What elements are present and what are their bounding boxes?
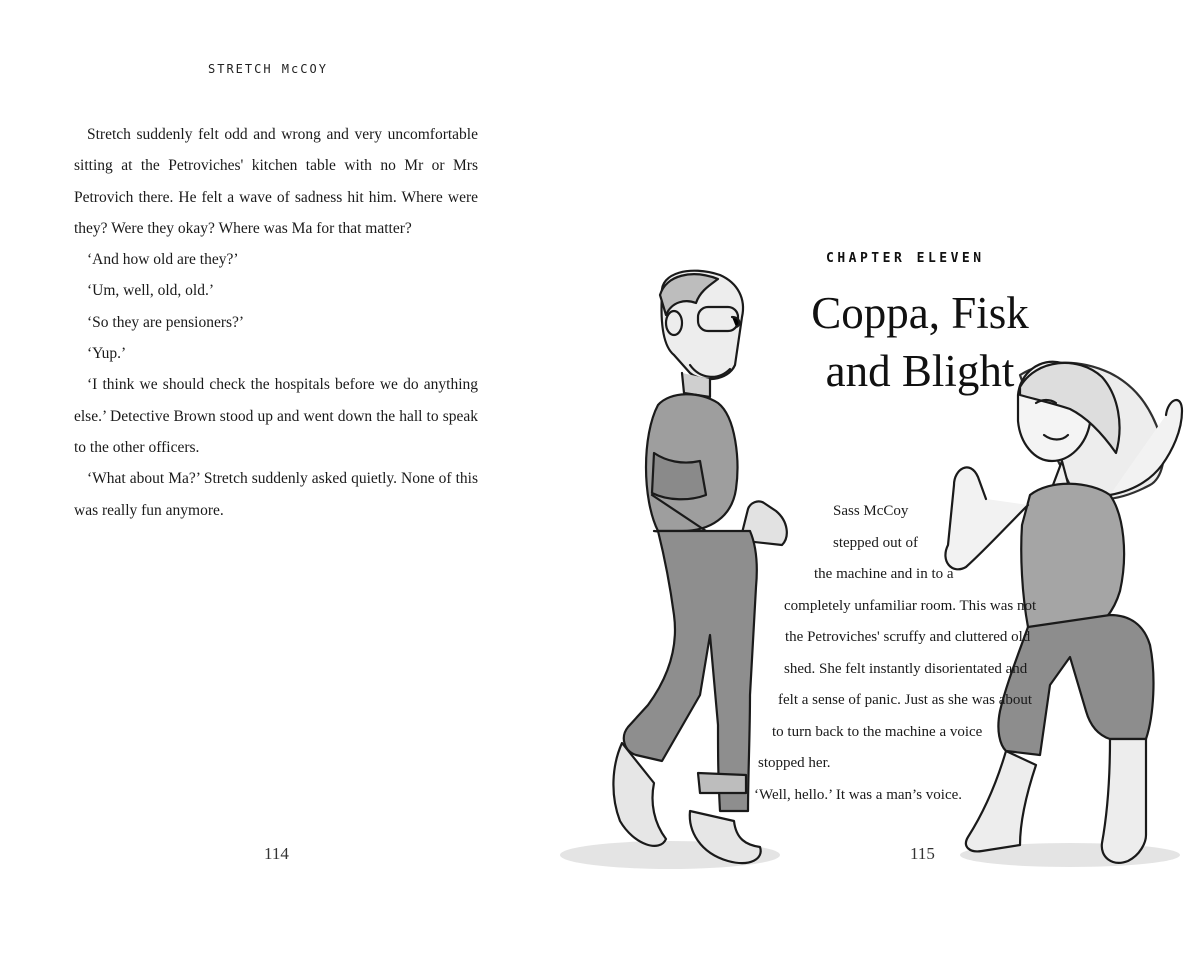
body-line: the Petroviches' scruffy and cluttered old — [785, 629, 1031, 645]
body-paragraph: ‘Um, well, old, old.’ — [87, 282, 214, 300]
running-head: STRETCH McCOY — [208, 62, 328, 76]
body-line: felt a sense of panic. Just as she was about — [778, 692, 1033, 708]
right-page-body — [750, 496, 1050, 811]
chapter-title-line-1: Coppa, Fisk — [811, 288, 1029, 338]
chapter-title-line-2: and Blight — [825, 346, 1015, 396]
body-paragraph: Stretch suddenly felt odd and wrong and very uncomfortable sitting at the Petroviches' kitchen table with no Mr or Mrs Petrovich there. He felt a wave of sadness hit him. Where were they? Were they okay? Where was Ma for that matter? — [74, 126, 478, 237]
body-paragraph: ‘So they are pensioners?’ — [87, 313, 245, 331]
body-line: shed. She felt instantly disorientated and — [784, 660, 1028, 677]
page-number-left: 114 — [264, 844, 289, 863]
body-line: Sass McCoy — [833, 503, 909, 519]
body-line: completely unfamiliar room. This was not — [784, 597, 1037, 614]
page-number-right: 115 — [910, 844, 935, 863]
body-line: stepped out of — [833, 534, 918, 551]
body-line: the machine and in to a — [814, 566, 954, 582]
body-paragraph: ‘And how old are they?’ — [87, 251, 239, 269]
body-paragraph: ‘What about Ma?’ Stretch suddenly asked quietly. None of this was really fun anymore. — [74, 470, 478, 519]
body-paragraph: ‘Yup.’ — [87, 345, 127, 363]
chapter-title — [790, 284, 1050, 400]
chapter-label: CHAPTER ELEVEN — [826, 251, 985, 266]
body-paragraph: ‘I think we should check the hospitals before we do anything else.’ Detective Brown stood up and went down the hall to speak to the other officers. — [74, 376, 478, 456]
body-line: to turn back to the machine a voice — [772, 723, 983, 740]
body-line: stopped her. — [758, 755, 831, 771]
body-line: ‘Well, hello.’ It was a man’s voice. — [754, 786, 963, 803]
left-page-body — [74, 119, 478, 526]
